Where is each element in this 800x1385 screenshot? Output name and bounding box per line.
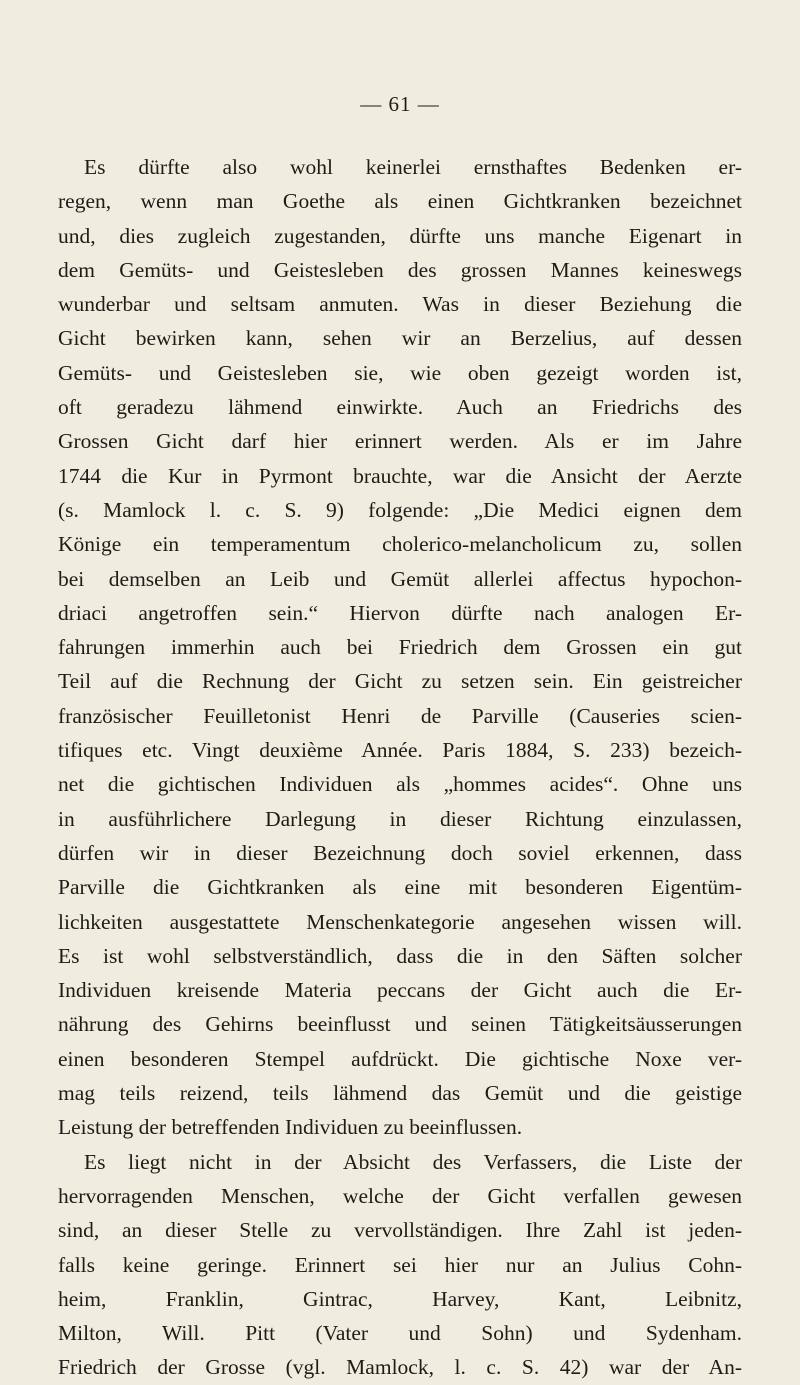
text-line: Parville die Gichtkranken als eine mit besonderen Eigentüm- [58, 875, 742, 900]
text-line: falls keine geringe. Erinnert sei hier nur an Julius Cohn- [58, 1252, 742, 1277]
text-line: oft geradezu lähmend einwirkte. Auch an Friedrichs des [58, 395, 742, 420]
text-line: Individuen kreisende Materia peccans der Gicht auch die Er- [58, 978, 742, 1003]
page-number: — 61 — [360, 92, 440, 116]
text-line: Milton, Will. Pitt (Vater und Sohn) und Sydenham. [58, 1321, 742, 1346]
text-line: fahrungen immerhin auch bei Friedrich dem Grossen ein gut [58, 635, 742, 660]
text-line: Friedrich der Grosse (vgl. Mamlock, l. c. S. 42) war der An- [58, 1355, 742, 1380]
text-line: lichkeiten ausgestattete Menschenkategorie angesehen wissen will. [58, 909, 742, 934]
body-text [58, 150, 742, 1385]
text-line: net die gichtischen Individuen als „hommes acides“. Ohne uns [58, 772, 742, 797]
text-line: Gemüts- und Geistesleben sie, wie oben gezeigt worden ist, [58, 360, 742, 385]
text-line: driaci angetroffen sein.“ Hiervon dürfte nach analogen Er- [58, 600, 742, 625]
text-line: mag teils reizend, teils lähmend das Gemüt und die geistige [58, 1081, 742, 1106]
text-line: nährung des Gehirns beeinflusst und seinen Tätigkeitsäusserungen [58, 1012, 742, 1037]
text-line: Es liegt nicht in der Absicht des Verfassers, die Liste der [84, 1149, 742, 1174]
text-line: hervorragenden Menschen, welche der Gicht verfallen gewesen [58, 1183, 742, 1208]
text-line: bei demselben an Leib und Gemüt allerlei affectus hypochon- [58, 566, 742, 591]
text-line: Es ist wohl selbstverständlich, dass die in den Säften solcher [58, 943, 742, 968]
text-line: dem Gemüts- und Geistesleben des grossen Mannes keineswegs [58, 257, 742, 282]
text-line: sind, an dieser Stelle zu vervollständigen. Ihre Zahl ist jeden- [58, 1218, 742, 1243]
text-line: französischer Feuilletonist Henri de Parville (Causeries scien- [58, 703, 742, 728]
text-line: 1744 die Kur in Pyrmont brauchte, war die Ansicht der Aerzte [58, 463, 742, 488]
text-line: Könige ein temperamentum cholerico-melancholicum zu, sollen [58, 532, 742, 557]
text-line: (s. Mamlock l. c. S. 9) folgende: „Die Medici eignen dem [58, 497, 742, 522]
text-line: Leistung der betreffenden Individuen zu beeinflussen. [58, 1115, 523, 1140]
text-line: Teil auf die Rechnung der Gicht zu setzen sein. Ein geistreicher [58, 669, 742, 694]
text-line: regen, wenn man Goethe als einen Gichtkranken bezeichnet [58, 189, 742, 214]
text-line: Grossen Gicht darf hier erinnert werden. Als er im Jahre [58, 429, 742, 454]
text-line: tifiques etc. Vingt deuxième Année. Paris 1884, S. 233) bezeich- [58, 738, 742, 763]
text-line: dürfen wir in dieser Bezeichnung doch soviel erkennen, dass [58, 840, 742, 865]
text-line: heim, Franklin, Gintrac, Harvey, Kant, Leibnitz, [58, 1286, 742, 1311]
text-line: Es dürfte also wohl keinerlei ernsthaftes Bedenken er- [84, 155, 742, 179]
text-line: in ausführlichere Darlegung in dieser Richtung einzulassen, [58, 806, 742, 831]
text-line: einen besonderen Stempel aufdrückt. Die gichtische Noxe ver- [58, 1046, 742, 1071]
text-line: wunderbar und seltsam anmuten. Was in dieser Beziehung die [58, 292, 742, 317]
text-line: und, dies zugleich zugestanden, dürfte uns manche Eigenart in [58, 223, 742, 248]
text-line: Gicht bewirken kann, sehen wir an Berzelius, auf dessen [58, 326, 742, 351]
